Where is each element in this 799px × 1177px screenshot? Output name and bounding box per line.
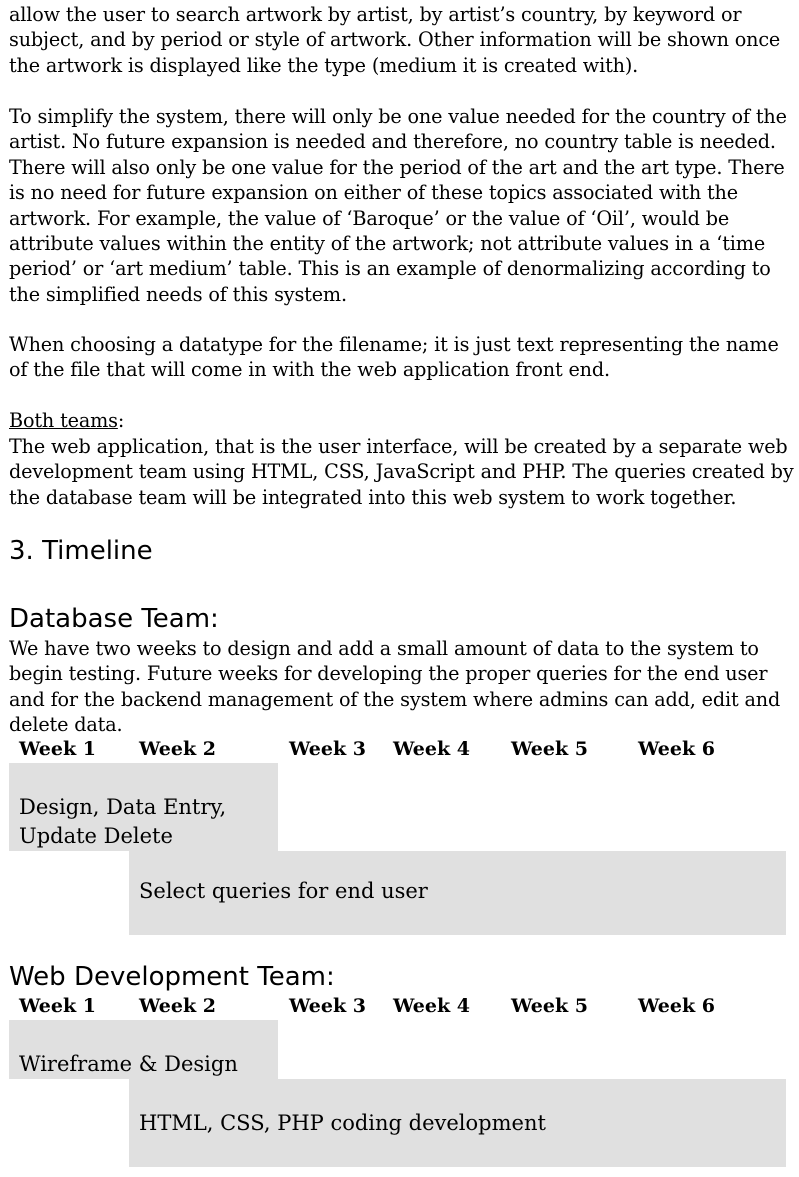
webdev-week-header-row: [0, 995, 799, 1021]
db-week-4: Week 4: [393, 738, 470, 760]
both-teams-label-line: [9, 408, 794, 433]
web-week-4: Week 4: [393, 995, 470, 1017]
db-task-select-queries-label: Select queries for end user: [139, 879, 428, 903]
database-team-description: We have two weeks to design and add a small amount of data to the system to begin testing. Future weeks for developing the proper queries for the end user and for the backend management of the system where admins can add, edit and delete data.: [9, 637, 781, 737]
database-team-heading: Database Team:: [9, 604, 219, 634]
webdev-team-heading: Web Development Team:: [9, 962, 335, 992]
paragraph-simplify-system: To simplify the system, there will only be one value needed for the country of the artist. No future expansion is needed and therefore, no country table is needed. There will also only be one value for the period of the art and the art type. There is no need for future expansion on either of these topics associated with the artwork. For example, the value of ‘Baroque’ or the value of ‘Oil’, would be attribute values within the entity of the artwork; not attribute values in a ‘time period’ or ‘art medium’ table. This is an example of denormalizing according to the simplified needs of this system.: [9, 105, 787, 306]
timeline-heading: 3. Timeline: [9, 536, 153, 566]
web-task-wireframe-label: Wireframe & Design: [19, 1052, 238, 1076]
web-week-6: Week 6: [638, 995, 715, 1017]
paragraph-filename-datatype: When choosing a datatype for the filename; it is just text representing the name of the file that will come in with the web application front end.: [9, 333, 779, 382]
db-task-design-line2: Update Delete: [19, 824, 173, 848]
db-week-1: Week 1: [19, 738, 96, 760]
db-week-5: Week 5: [511, 738, 588, 760]
both-teams-label: Both teams: [9, 409, 118, 432]
db-task-design-line1: Design, Data Entry,: [19, 795, 227, 819]
db-week-2: Week 2: [139, 738, 216, 760]
web-task-coding-label: HTML, CSS, PHP coding development: [139, 1111, 546, 1135]
web-week-2: Week 2: [139, 995, 216, 1017]
paragraph-web-application: The web application, that is the user interface, will be created by a separate web development team using HTML, CSS, JavaScript and PHP. The queries created by the database team will be integrated into this web system to work together.: [9, 435, 794, 509]
database-week-header-row: [0, 738, 799, 764]
web-week-1: Week 1: [19, 995, 96, 1017]
db-task-design-label: [19, 793, 226, 851]
paragraph-search-info: allow the user to search artwork by artist, by artist’s country, by keyword or subject, and by period or style of artwork. Other information will be shown once the artwork is displayed like the type (medium it is created with).: [9, 3, 781, 77]
web-week-5: Week 5: [511, 995, 588, 1017]
both-teams-colon: :: [117, 409, 125, 432]
web-week-3: Week 3: [289, 995, 366, 1017]
db-week-3: Week 3: [289, 738, 366, 760]
db-week-6: Week 6: [638, 738, 715, 760]
